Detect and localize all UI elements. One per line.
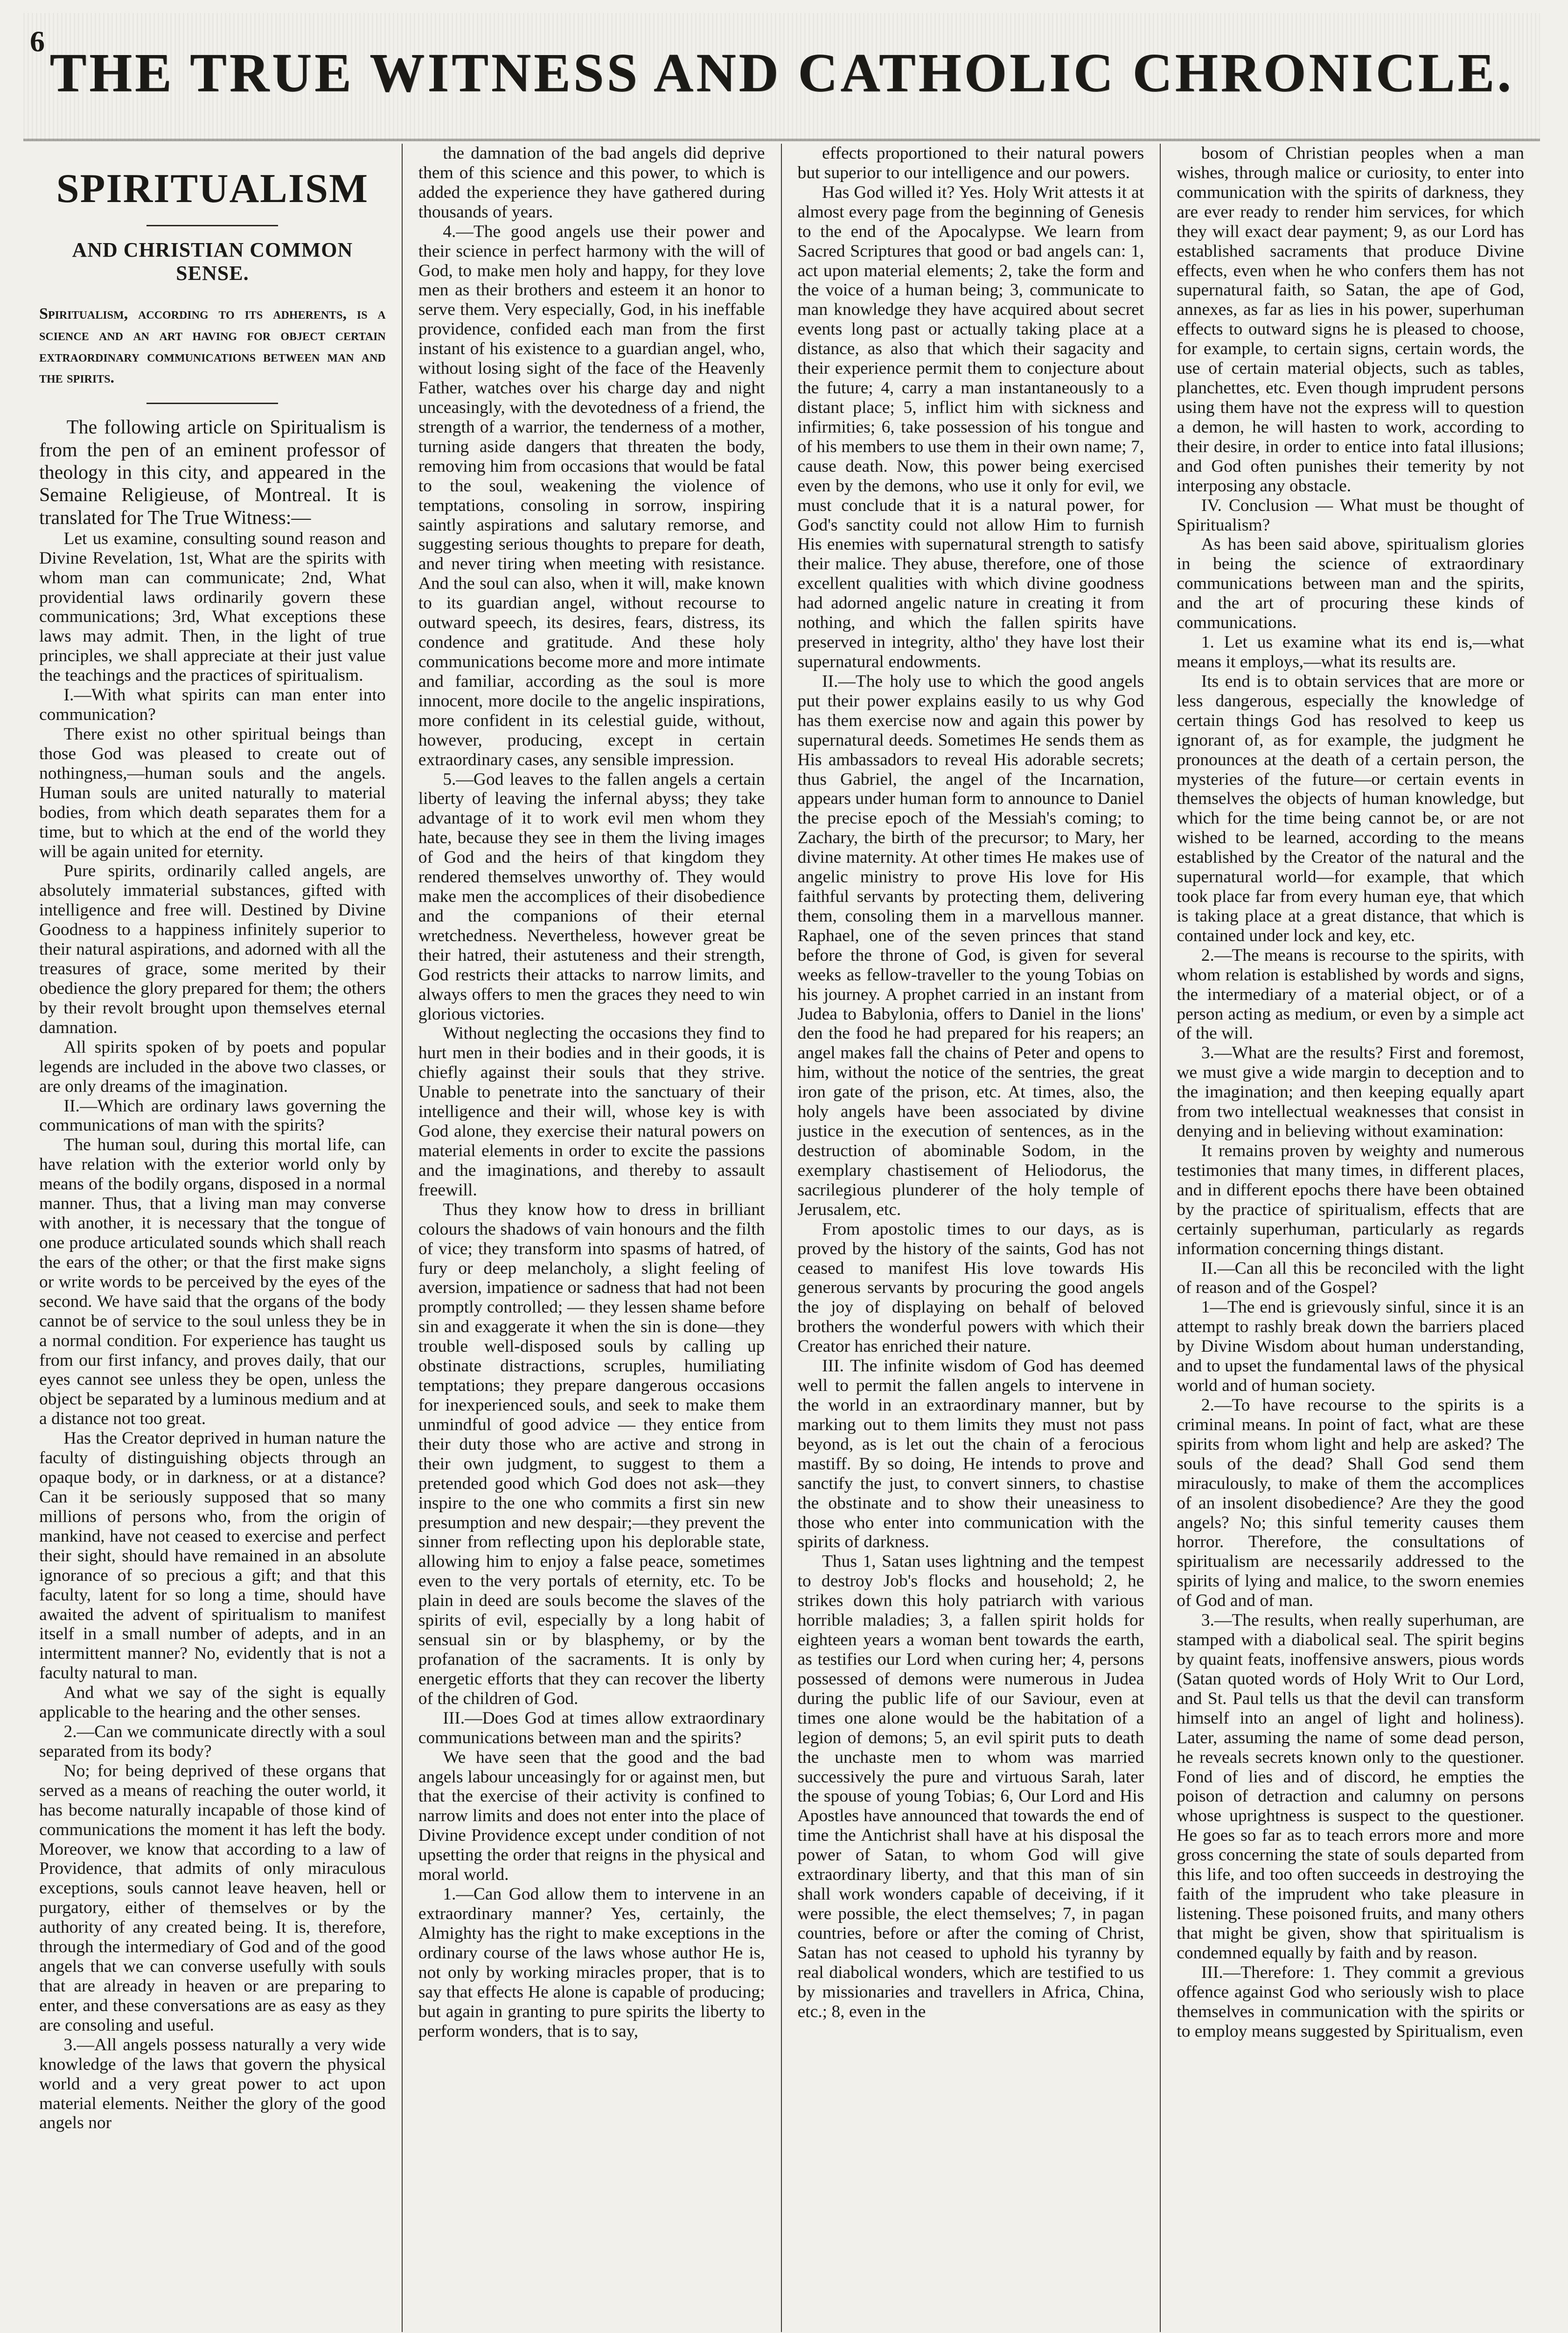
paragraph: 2.—To have recourse to the spirits is a criminal means. In point of fact, what are these spirits from whom light and help are asked? The souls of the dead? Shall God send them miraculously, to make of them the accomplices of an insolent disobedience? Are they the good angels? No; this sinful temerity causes them horror. Therefore, the consultations of spiritualism are necessarily addressed to the spirits of lying and malice, to the sworn enemies of God and of man. — [1177, 1396, 1524, 1611]
paragraph: As has been said above, spiritualism glories in being the science of extraordinary communications between man and the spirits, and the art of procuring these kinds of communications. — [1177, 535, 1524, 633]
paragraph: Has God willed it? Yes. Holy Writ attests it at almost every page from the beginning of Genesis to the end of the Apocalypse. We learn from Sacred Scriptures that good or bad angels can: 1, act upon material elements; 2, take the form and the voice of a human being; 3, communicate to man knowledge they have acquired about secret events long past or actually taking place at a distance, as also that which their sagacity and their experience permit them to conjecture about the future; 4, carry a man instantaneously to a distant place; 5, inflict him with sickness and infirmities; 6, take possession of his tongue and of his members to use them in their own name; 7, cause death. Now, this power being exercised even by the demons, who use it only for evil, we must conclude that it is a natural power, for God's sanctity could not allow Him to furnish His enemies with supernatural strength to satisfy their malice. They abuse, therefore, one of those excellent qualities with which divine goodness had adorned angelic nature in creating it from nothing, and which the fallen spirits have preserved in integrity, altho' they have lost their supernatural endowments. — [797, 182, 1144, 671]
paragraph: And what we say of the sight is equally applicable to the hearing and the other senses. — [39, 1683, 386, 1722]
paragraph: Thus they know how to dress in brilliant colours the shadows of vain honours and the filth of vice; they transform into spasms of hatred, of fury or deep melancholy, a slight feeling of aversion, impatience or sadness that had not been promptly controlled; — they lessen shame before sin and exaggerate it when the sin is done—they trouble well-disposed souls by calling up obstinate distractions, scruples, humiliating temptations; they prepare dangerous occasions for inexperienced souls, and seek to make them unmindful of good advice — they entice from their duty those who are active and strong in their own judgment, to suggest to them a pretended good which God does not ask—they inspire to the one who commits a first sin new presumption and new despair;—they prevent the sinner from reflecting upon his deplorable state, allowing him to enjoy a false peace, sometimes even to the very portals of eternity, etc. To be plain in deed are souls become the slaves of the spirits of evil, especially by a long habit of sensual sin or by blasphemy, or by the profanation of the sacraments. It is only by energetic efforts that they can recover the liberty of the children of God. — [418, 1200, 765, 1708]
column-body — [39, 529, 386, 2133]
title-rule — [146, 225, 278, 226]
column-3 — [782, 144, 1161, 2332]
paragraph: I.—With what spirits can man enter into communication? — [39, 685, 386, 725]
paragraph: 4.—The good angels use their power and their science in perfect harmony with the will of God, to make men holy and happy, for they love men as their brothers and esteem it an honor to serve them. Very especially, God, in his ineffable providence, confided each man from the first instant of his existence to a guardian angel, who, without losing sight of the face of the Heavenly Father, watches over his charge day and night unceasingly, with the devotedness of a friend, the strength of a warrior, the tenderness of a mother, turning aside dangers that threaten the body, removing him from occasions that would be fatal to the soul, weakening the violence of temptations, consoling in sorrow, inspiring saintly aspirations and salutary remorse, and suggesting serious thoughts to prepare for death, and never tiring when meeting with resistance. And the soul can also, when it will, make known to its guardian angel, without recourse to outward speech, its desires, fears, distress, its condence and gratitude. And these holy communications become more and more intimate and familiar, according as the soul is more innocent, more docile to the angelic inspirations, more confident in its celestial guide, without, however, producing, except in certain extraordinary cases, any sensible impression. — [418, 222, 765, 769]
column-body — [418, 144, 765, 2041]
paragraph: II.—The holy use to which the good angels put their power explains easily to us why God has them exercise now and again this power by supernatural deeds. Sometimes He sends them as His ambassadors to reveal His adorable secrets; thus Gabriel, the angel of the Incarnation, appears under human form to announce to Daniel the precise epoch of the Messiah's coming; to Zachary, the birth of the precursor; to Mary, her divine maternity. At other times He makes use of angelic ministry to prove His love for His faithful servants by protecting them, delivering them, consoling them in a marvellous manner. Raphael, one of the seven princes that stand before the throne of God, is given for several weeks as fellow-traveller to the young Tobias on his journey. A prophet carried in an instant from Judea to Babylonia, offers to Daniel in the lions' den the food he had prepared for his reapers; an angel makes fall the chains of Peter and opens to him, without the notice of the sentries, the great iron gate of the prison, etc. At times, also, the holy angels have been associated by divine justice in the execution of sentences, as in the destruction of abominable Sodom, in the exemplary chastisement of Heliodorus, the sacrilegious plunderer of the holy temple of Jerusalem, etc. — [797, 671, 1144, 1219]
paragraph: 2.—Can we communicate directly with a soul separated from its body? — [39, 1722, 386, 1761]
paragraph: bosom of Christian peoples when a man wishes, through malice or curiosity, to enter into communication with the spirits of darkness, they are ever ready to render him services, for which they will exact dear payment; 9, as our Lord has established sacraments that produce Divine effects, even when he who confers them has not supernatural faith, so Satan, the ape of God, annexes, as far as lies in his power, superhuman effects to outward signs he is pleased to choose, for example, to certain signs, certain words, the use of certain material objects, such as tables, planchettes, etc. Even though imprudent persons using them have not the express will to question a demon, he will hasten to work, according to their desire, in order to entice into fatal illusions; and God often punishes their temerity by not interposing any obstacle. — [1177, 144, 1524, 496]
paragraph: 1.—Can God allow them to intervene in an extraordinary manner? Yes, certainly, the Almighty has the right to make exceptions in the ordinary course of the laws whose author He is, not only by working miracles proper, that is to say that effects He alone is capable of producing; but again in granting to pure spirits the liberty to perform wonders, that is to say, — [418, 1885, 765, 2041]
paragraph: 3.—What are the results? First and foremost, we must give a wide margin to deception and to the imagination; and then keeping equally apart from two intellectual weaknesses that consist in denying and in believing without examination: — [1177, 1043, 1524, 1141]
column-body — [1177, 144, 1524, 2041]
paragraph: No; for being deprived of these organs that served as a means of reaching the outer world, it has become naturally incapable of those kind of communications the moment it has left the body. Moreover, we know that according to a law of Providence, that admits of only miraculous exceptions, souls cannot leave heaven, hell or purgatory, either of themselves or by the authority of any created being. It is, therefore, through the intermediary of God and of the good angels that we can converse usefully with souls that are already in heaven or are preparing to enter, and these conversations are as easy as they are consoling and useful. — [39, 1761, 386, 2035]
paragraph: Let us examine, consulting sound reason and Divine Revelation, 1st, What are the spirits with whom man can communicate; 2nd, What providential laws ordinarily govern these communications; 3rd, What exceptions these laws may admit. Then, in the light of true principles, we shall appreciate at their just value the teachings and the practices of spiritualism. — [39, 529, 386, 685]
text-columns — [23, 144, 1540, 2332]
newspaper-title: THE TRUE WITNESS AND CATHOLIC CHRONICLE. — [49, 42, 1514, 103]
article-summary: Spiritualism, according to its adherents, is a science and an art having for object certain extraordinary communications between man and the spirits. — [39, 305, 386, 387]
paragraph: effects proportioned to their natural powers but superior to our intelligence and our powers. — [797, 144, 1144, 182]
paragraph: Its end is to obtain services that are more or less dangerous, especially the knowledge of certain things God has resolved to keep us ignorant of, as for example, the judgment he pronounces at the death of a certain person, the mysteries of the future—or certain events in themselves the objects of human knowledge, but which for the time being cannot be, or are not wished to be learned, according to the means established by the Creator of the natural and the supernatural world—for example, that which took place far from every human eye, that which is taking place at a great distance, that which is contained under lock and key, etc. — [1177, 671, 1524, 945]
paragraph: II.—Which are ordinary laws governing the communications of man with the spirits? — [39, 1096, 386, 1135]
paragraph: The human soul, during this mortal life, can have relation with the exterior world only by means of the bodily organs, disposed in a normal manner. Thus, that a living man may converse with another, it is necessary that the tongue of one produce articulated sounds which shall reach the ears of the other; or that the first make signs or write words to be perceived by the eyes of the second. We have said that the organs of the body cannot be of service to the soul unless they be in a normal condition. For experience has taught us from our first infancy, and proves daily, that our eyes cannot see unless they be open, unless the object be separated by a luminous medium and at a distance not too great. — [39, 1135, 386, 1429]
paragraph: 1—The end is grievously sinful, since it is an attempt to rashly break down the barriers placed by Divine Wisdom about human understanding, and to upset the fundamental laws of the physical world and of human society. — [1177, 1298, 1524, 1396]
column-2 — [403, 144, 782, 2332]
article-subtitle: AND CHRISTIAN COMMON SENSE. — [72, 238, 353, 285]
paragraph: Pure spirits, ordinarily called angels, are absolutely immaterial substances, gifted with intelligence and free will. Destined by Divine Goodness to a happiness infinitely superior to their natural aspirations, and adorned with all the treasures of grace, some merited by their obedience the glory prepared for them; the others by their revolt brought upon themselves eternal damnation. — [39, 861, 386, 1037]
summary-rule — [146, 403, 278, 404]
paragraph: 3.—All angels possess naturally a very wide knowledge of the laws that govern the physical world and a very great power to act upon material elements. Neither the glory of the good angels nor — [39, 2035, 386, 2133]
paragraph: III.—Therefore: 1. They commit a grevious offence against God who seriously wish to place themselves in communication with the spirits or to employ means suggested by Spiritualism, even — [1177, 1963, 1524, 2041]
paragraph: 2.—The means is recourse to the spirits, with whom relation is established by words and signs, the intermediary of a material object, or of a person acting as medium, or even by a simple act of the will. — [1177, 945, 1524, 1043]
paragraph: It remains proven by weighty and numerous testimonies that many times, in different places, and in different epochs there have been obtained by the practice of spiritualism, effects that are certainly superhuman, particularly as regards information concerning things distant. — [1177, 1141, 1524, 1258]
column-body — [798, 144, 1144, 2022]
column-4 — [1161, 144, 1540, 2332]
paragraph: Has the Creator deprived in human nature the faculty of distinguishing objects through an opaque body, or in darkness, or at a distance? Can it be seriously supposed that so many millions of persons who, from the origin of mankind, have not ceased to exercise and perfect their sight, should have remained in an absolute ignorance of so precious a gift; and that this faculty, latent for so long a time, should have awaited the advent of spiritualism to manifest itself in a small number of adepts, and in an intermittent manner? No, evidently that is not a faculty natural to man. — [39, 1429, 386, 1683]
paragraph: 5.—God leaves to the fallen angels a certain liberty of leaving the infernal abyss; they take advantage of it to work evil men whom they hate, because they see in them the living images of God and the heirs of that kingdom they rendered themselves unworthy of. They would make men the accomplices of their disobedience and the companions of their eternal wretchedness. Nevertheless, however great be their hatred, their astuteness and their strength, God restricts their attacks to narrow limits, and always offers to men the graces they need to win glorious victories. — [418, 769, 765, 1024]
paragraph: IV. Conclusion — What must be thought of Spiritualism? — [1177, 496, 1524, 535]
article-title: SPIRITUALISM — [56, 166, 369, 211]
paragraph: Without neglecting the occasions they find to hurt men in their bodies and in their goods, it is chiefly against their souls that they strive. Unable to penetrate into the sanctuary of their intelligence and their will, whose key is with God alone, they exercise their natural powers on material elements in order to excite the passions and the imaginations, and thereby to assault freewill. — [418, 1024, 765, 1200]
paragraph: III. The infinite wisdom of God has deemed well to permit the fallen angels to intervene in the world in an extraordinary manner, but by marking out to them limits they must not pass beyond, as is let out the chain of a ferocious mastiff. By so doing, He intends to prove and sanctify the just, to convert sinners, to chastise the obstinate and to show their uneasiness to those who enter into communication with the spirits of darkness. — [797, 1356, 1144, 1552]
paragraph: There exist no other spiritual beings than those God was pleased to create out of nothingness,—human souls and the angels. Human souls are united naturally to material bodies, from which death separates them for a time, but to which at the end of the world they will be again united for eternity. — [39, 725, 386, 861]
paragraph: Thus 1, Satan uses lightning and the tempest to destroy Job's flocks and household; 2, he strikes down this holy patriarch with various horrible maladies; 3, a fallen spirit holds for eighteen years a woman bent towards the earth, as testifies our Lord when curing her; 4, persons possessed of demons were numerous in Judea during the public life of our Saviour, even at times one alone would be the habitation of a legion of demons; 5, an evil spirit puts to death the unchaste men to whom was married successively the pure and virtuous Sarah, later the spouse of young Tobias; 6, Our Lord and His Apostles have announced that towards the end of time the Antichrist shall have at his disposal the power of Satan, to whom God will give extraordinary liberty, and that this man of sin shall work wonders capable of deceiving, if it were possible, the elect themselves; 7, in pagan countries, before or after the coming of Christ, Satan has not ceased to uphold his tyranny by real diabolical wonders, which are testified to us by missionaries and travellers in Africa, China, etc.; 8, even in the — [797, 1552, 1144, 2021]
paragraph: We have seen that the good and the bad angels labour unceasingly for or against men, but that the exercise of their activity is confined to narrow limits and does not enter into the place of Divine Providence except under condition of not upsetting the order that reigns in the physical and moral world. — [418, 1747, 765, 1885]
paragraph: 1. Let us examine what its end is,—what means it employs,—what its results are. — [1177, 633, 1524, 671]
masthead — [23, 13, 1540, 141]
paragraph: the damnation of the bad angels did deprive them of this science and this power, to which is added the experience they have gathered during thousands of years. — [418, 144, 765, 222]
paragraph: II.—Can all this be reconciled with the light of reason and of the Gospel? — [1177, 1258, 1524, 1298]
column-1 — [23, 144, 403, 2332]
paragraph: All spirits spoken of by poets and popular legends are included in the above two classes, or are only dreams of the imagination. — [39, 1037, 386, 1096]
paragraph: III.—Does God at times allow extraordinary communications between man and the spirits? — [418, 1708, 765, 1747]
page-number: 6 — [30, 25, 45, 58]
paragraph: From apostolic times to our days, as is proved by the history of the saints, God has not ceased to manifest His love towards His generous servants by procuring the good angels the joy of displaying on behalf of beloved brothers the wonderful powers with which their Creator has enriched their nature. — [797, 1219, 1144, 1356]
paragraph: 3.—The results, when really superhuman, are stamped with a diabolical seal. The spirit begins by quaint feats, inoffensive answers, pious words (Satan quoted words of Holy Writ to Our Lord, and St. Paul tells us that the devil can transform himself into an angel of light and holiness). Later, assuming the name of some dead person, he reveals secrets known only to the questioner. Fond of lies and of discord, he empties the poison of detraction and calumny on persons whose uprightness is suspect to the questioner. He goes so far as to teach errors more and more gross concerning the state of souls departed from this life, and too often succeeds in destroying the faith of the imprudent who take pleasure in listening. These poisoned fruits, and many others that might be given, show that spiritualism is condemned equally by faith and by reason. — [1177, 1611, 1524, 1963]
article-intro: The following article on Spiritualism is from the pen of an eminent professor of theology in this city, and appeared in the Semaine Religieuse, of Montreal. It is translated for The True Witness:— — [39, 417, 386, 529]
